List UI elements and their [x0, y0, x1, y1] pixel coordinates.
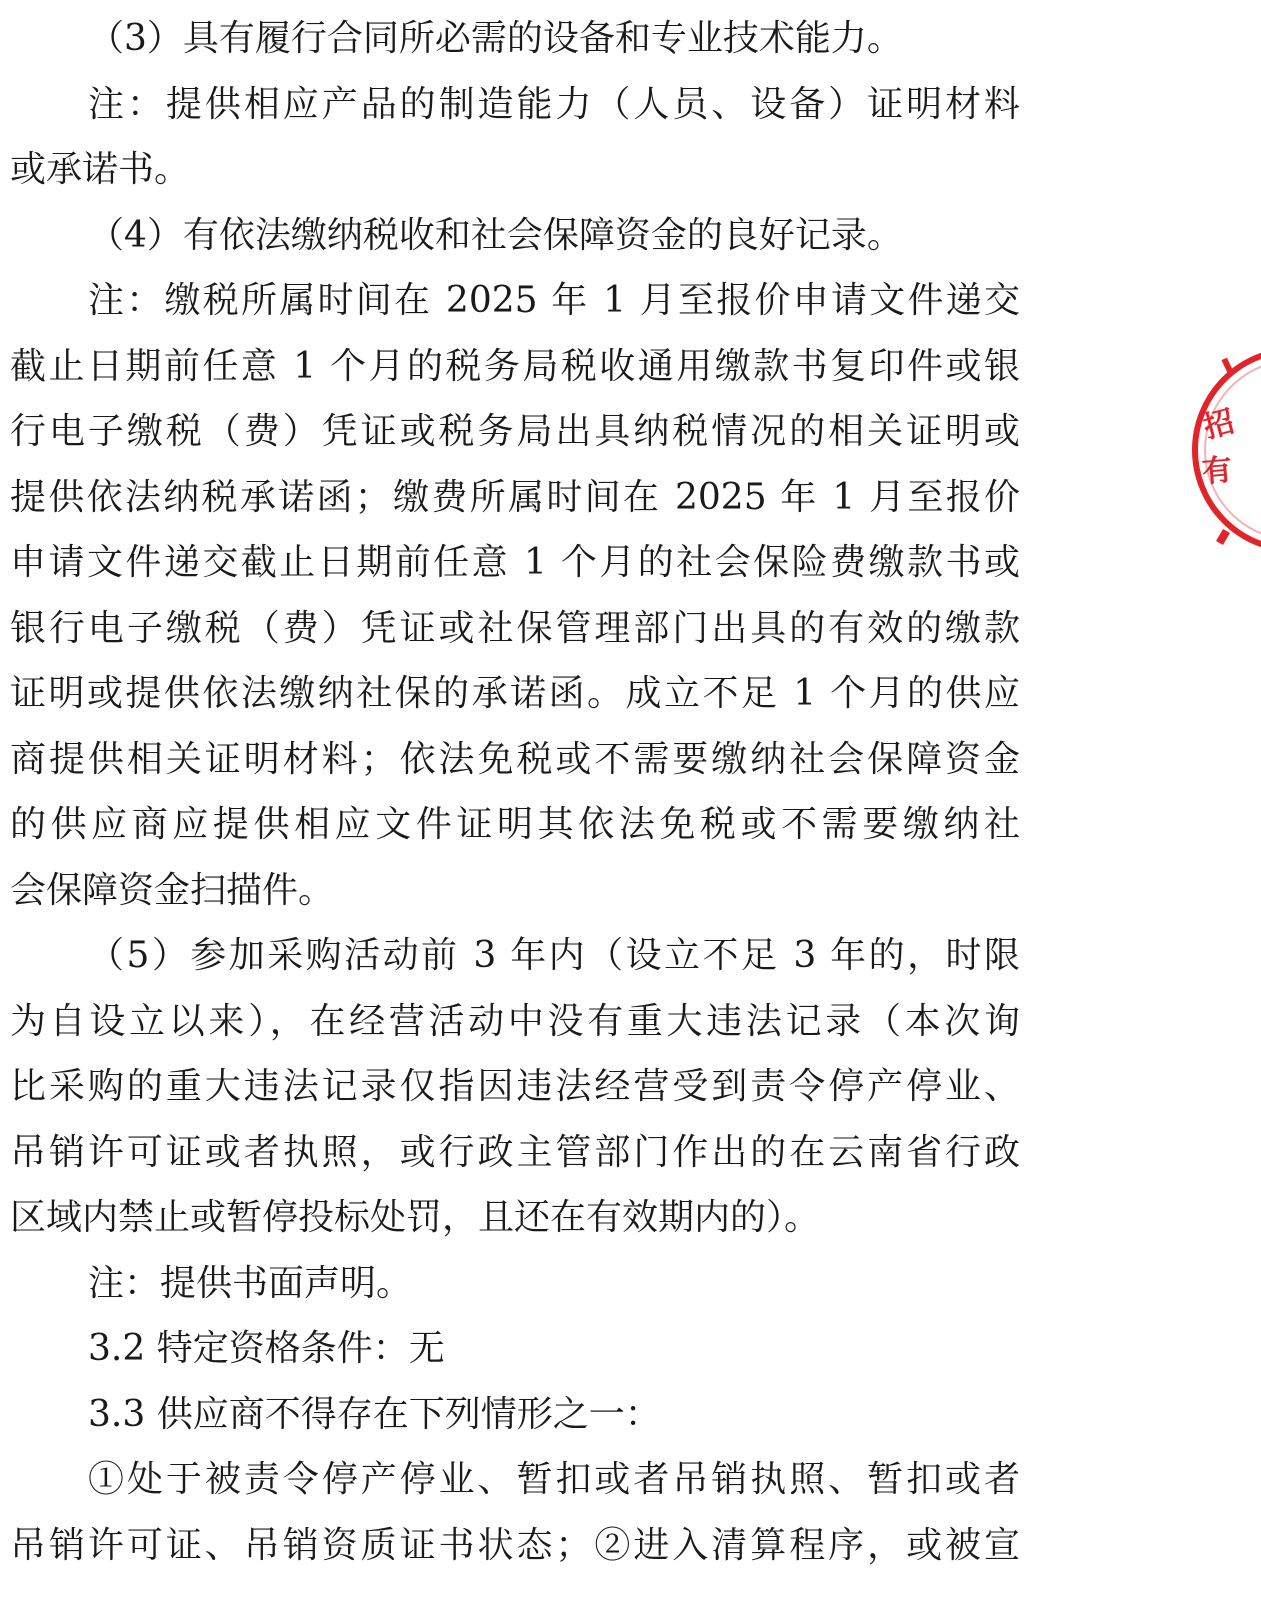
text-line: 行电子缴税（费）凭证或税务局出具纳税情况的相关证明或 — [10, 411, 1020, 452]
text-line: 3.2 特定资格条件：无 — [88, 1328, 445, 1369]
text-line: （3）具有履行合同所必需的设备和专业技术能力。 — [88, 18, 903, 59]
text-line: （4）有依法缴纳税收和社会保障资金的良好记录。 — [88, 214, 903, 256]
text-line: 吊销许可证、吊销资质证书状态；②进入清算程序，或被宣 — [10, 1524, 1020, 1566]
seal-inner-ring — [1205, 360, 1261, 540]
text-line: 注：提供相应产品的制造能力（人员、设备）证明材料 — [88, 83, 1020, 125]
text-line: 区域内禁止或暂停投标处罚，且还在有效期内的）。 — [10, 1197, 821, 1238]
text-line: 商提供相关证明材料；依法免税或不需要缴纳社会保障资金 — [10, 738, 1020, 780]
text-line: 比采购的重大违法记录仅指因违法经营受到责令停产停业、 — [10, 1066, 1020, 1107]
text-line: 提供依法纳税承诺函；缴费所属时间在 2025 年 1 月至报价 — [10, 476, 1020, 518]
text-line: 3.3 供应商不得存在下列情形之一： — [88, 1393, 661, 1435]
seal-fragment-bottom — [1216, 529, 1230, 545]
body-text — [10, 6, 1020, 1578]
seal-char-1: 招 — [1200, 405, 1238, 445]
text-line: 注：提供书面声明。 — [88, 1262, 413, 1304]
text-line: 的供应商应提供相应文件证明其依法免税或不需要缴纳社 — [10, 804, 1020, 845]
text-line: （5）参加采购活动前 3 年内（设立不足 3 年的，时限 — [88, 935, 1020, 976]
text-line: 吊销许可证或者执照，或行政主管部门作出的在云南省行政 — [10, 1131, 1020, 1173]
text-line: 或承诺书。 — [10, 149, 191, 190]
text-line: 为自设立以来），在经营活动中没有重大违法记录（本次询 — [10, 1000, 1020, 1042]
seal-fragment-top — [1221, 358, 1234, 377]
text-line: 证明或提供依法缴纳社保的承诺函。成立不足 1 个月的供应 — [10, 673, 1020, 714]
text-line: ①处于被责令停产停业、暂扣或者吊销执照、暂扣或者 — [88, 1459, 1020, 1500]
company-seal-stamp — [1185, 340, 1261, 560]
text-line: 截止日期前任意 1 个月的税务局税收通用缴款书复印件或银 — [10, 345, 1020, 387]
text-line: 会保障资金扫描件。 — [10, 869, 335, 911]
text-line: 申请文件递交截止日期前任意 1 个月的社会保险费缴款书或 — [10, 542, 1020, 583]
seal-char-2: 有 — [1200, 453, 1234, 489]
text-line: 银行电子缴税（费）凭证或社保管理部门出具的有效的缴款 — [10, 607, 1020, 649]
text-line: 注：缴税所属时间在 2025 年 1 月至报价申请文件递交 — [88, 280, 1020, 321]
